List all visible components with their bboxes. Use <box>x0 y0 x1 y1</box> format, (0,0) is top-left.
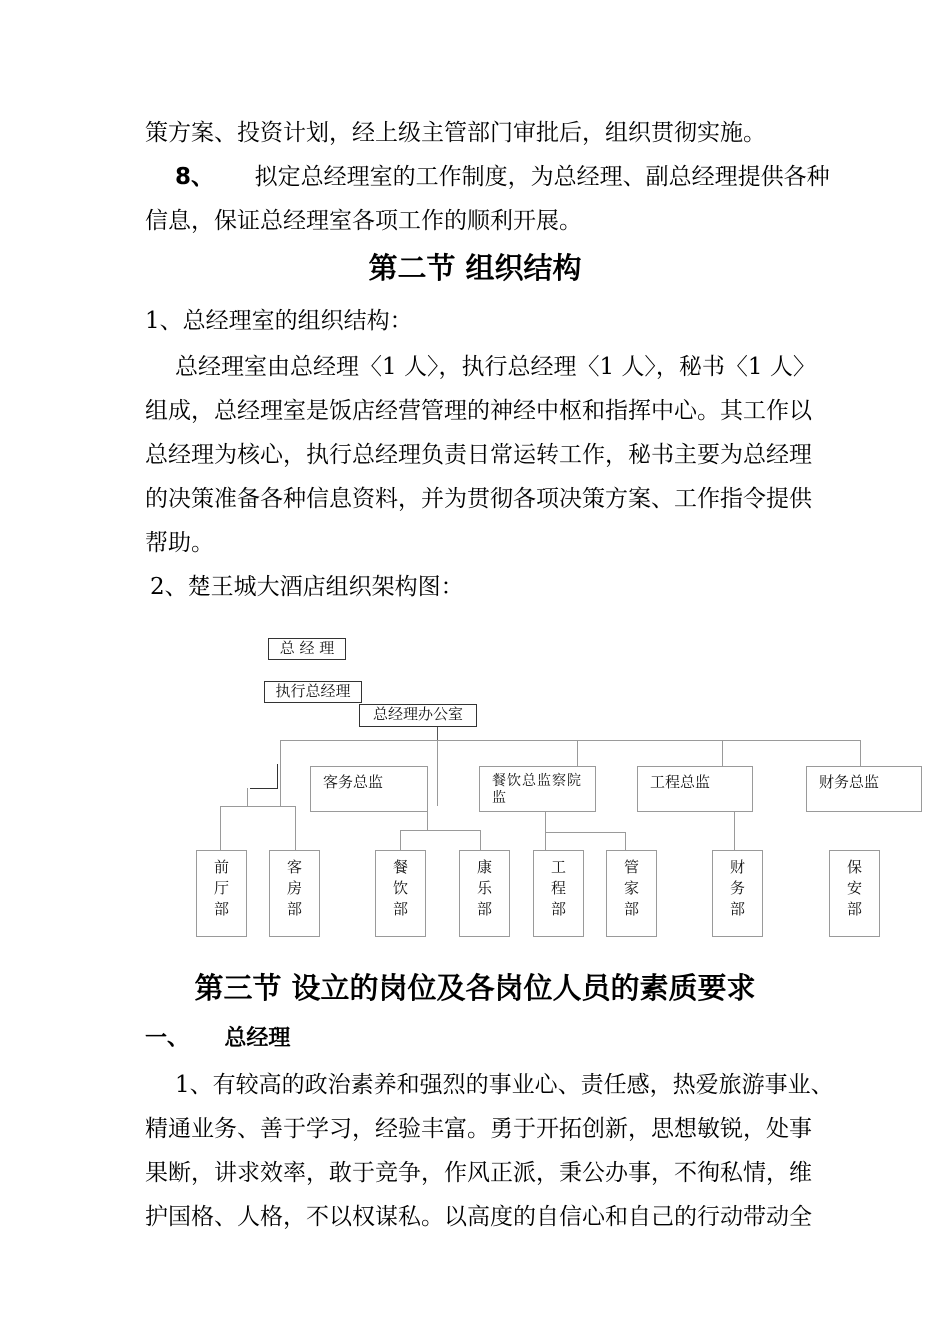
org-box-label: 执行总经理 <box>275 682 351 700</box>
paragraph-line: 帮助。 <box>145 530 214 556</box>
org-box-label: 康乐部 <box>476 858 492 918</box>
org-box-executive-gm <box>264 681 362 703</box>
connector-line <box>625 832 626 850</box>
section-title: 第二节 组织结构 <box>368 251 582 285</box>
connector-line <box>277 764 278 788</box>
connector-line <box>247 788 248 806</box>
connector-line <box>220 806 221 850</box>
paragraph-line: 的决策准备各种信息资料，并为贯彻各项决策方案、工作指令提供 <box>145 486 812 512</box>
connector-line <box>545 832 625 833</box>
org-box-label: 客房部 <box>286 858 302 918</box>
connector-line <box>437 740 438 806</box>
org-box-label: 总 经 理 <box>279 639 335 657</box>
org-box-label: 前厅部 <box>213 858 229 918</box>
org-box-director <box>637 766 753 812</box>
list-item: 1、总经理室的组织结构： <box>145 308 413 334</box>
connector-line <box>545 812 546 850</box>
org-box-label: 财务部 <box>729 858 745 918</box>
org-box-label: 餐饮总监察院监 <box>492 773 582 806</box>
connector-line <box>250 788 278 789</box>
org-box-department <box>606 850 657 937</box>
org-box-label: 工程部 <box>550 858 566 918</box>
paragraph-line: 护国格、人格，不以权谋私。以高度的自信心和自己的行动带动全 <box>145 1204 812 1230</box>
paragraph-line: 策方案、投资计划，经上级主管部门审批后，组织贯彻实施。 <box>145 120 766 146</box>
org-box-label: 总经理办公室 <box>372 705 463 723</box>
connector-line <box>280 740 860 741</box>
connector-line <box>220 806 296 807</box>
paragraph-line: 精通业务、善于学习，经验丰富。勇于开拓创新，思想敏锐，处事 <box>145 1116 812 1142</box>
section-title: 第三节 设立的岗位及各岗位人员的素质要求 <box>194 971 756 1005</box>
org-box-department <box>196 850 247 937</box>
org-box-department <box>375 850 426 937</box>
org-box-label: 管家部 <box>623 858 639 918</box>
org-box-label: 餐饮部 <box>392 858 408 918</box>
subsection-title <box>145 1024 290 1054</box>
connector-line <box>400 830 480 831</box>
org-box-director <box>479 766 596 812</box>
org-box-gm-office <box>359 704 477 727</box>
paragraph-line: 1、有较高的政治素养和强烈的事业心、责任感，热爱旅游事业、 <box>175 1072 834 1098</box>
org-box-label: 保安部 <box>846 858 862 918</box>
org-box-director <box>310 766 428 812</box>
subsection-label: 总经理 <box>224 1026 291 1051</box>
subsection-number: 一、 <box>145 1026 190 1051</box>
org-box-label: 工程总监 <box>650 773 711 791</box>
connector-line <box>722 740 723 766</box>
org-box-department <box>533 850 584 937</box>
paragraph-line: 总经理为核心，执行总经理负责日常运转工作，秘书主要为总经理 <box>145 442 812 468</box>
org-box-department <box>712 850 763 937</box>
connector-line <box>734 812 735 850</box>
connector-line <box>295 806 296 850</box>
org-box-department <box>459 850 510 937</box>
org-box-general-manager <box>268 638 346 660</box>
connector-line <box>480 830 481 850</box>
org-box-label: 财务总监 <box>819 773 880 791</box>
paragraph-line: 果断，讲求效率，敢于竞争，作风正派，秉公办事，不徇私情，维 <box>145 1160 812 1186</box>
org-box-department <box>269 850 320 937</box>
paragraph-line: 信息，保证总经理室各项工作的顺利开展。 <box>145 208 582 234</box>
connector-line <box>577 740 578 766</box>
connector-line <box>280 740 281 806</box>
item-number: 8、 <box>175 164 215 190</box>
paragraph-line: 组成，总经理室是饭店经营管理的神经中枢和指挥中心。其工作以 <box>145 398 812 424</box>
list-item: 2、楚王城大酒店组织架构图： <box>150 574 464 600</box>
connector-line <box>860 740 861 766</box>
org-box-director <box>806 766 922 812</box>
connector-line <box>400 830 401 850</box>
org-box-label: 客务总监 <box>323 773 384 791</box>
org-box-department <box>829 850 880 937</box>
paragraph-line: 总经理室由总经理〈1 人〉，执行总经理〈1 人〉，秘书〈1 人〉 <box>175 354 816 380</box>
connector-line <box>437 726 438 740</box>
item-text: 拟定总经理室的工作制度，为总经理、副总经理提供各种 <box>254 164 830 190</box>
